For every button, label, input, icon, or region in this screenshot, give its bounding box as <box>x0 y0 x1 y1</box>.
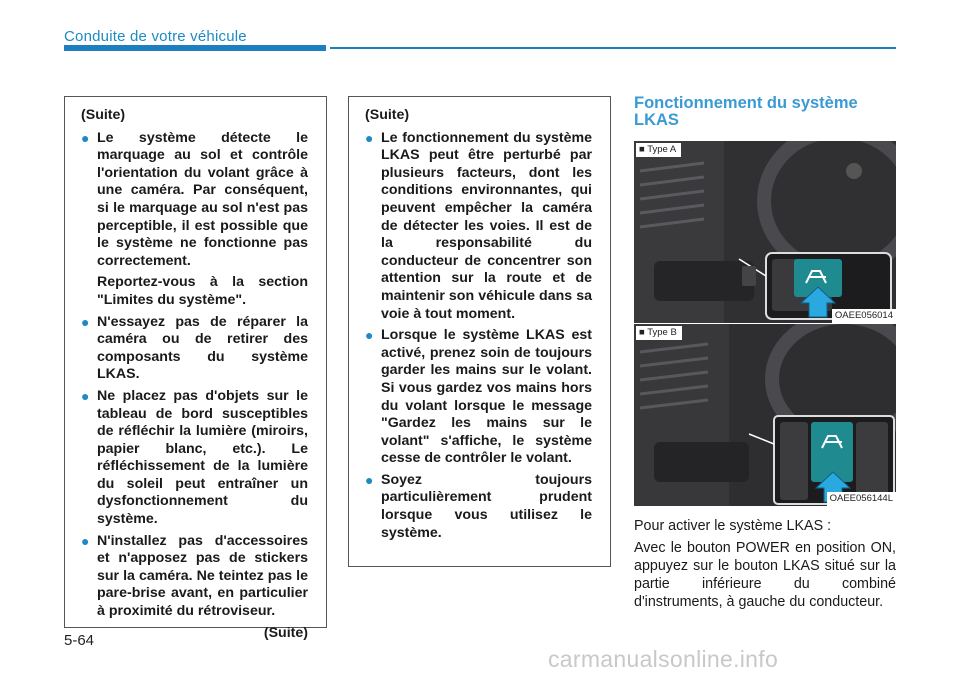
bullet-icon: ● <box>81 387 90 404</box>
list-item: ● Le système détecte le marquage au sol et contrôle l'orientation du volant grâce à une caméra. Par conséquent, si le marquage au sol n'est pas perceptible, il est possible que le système ne fonctionne pas correctement. Reportez-vous à la section "Limites du système". <box>81 129 308 308</box>
warning-list <box>81 130 308 621</box>
watermark: carmanualsonline.info <box>548 646 779 672</box>
bullet-icon: ● <box>81 532 90 549</box>
page-number: 5-64 <box>64 632 95 649</box>
figure-code: OAEE056014 <box>832 309 896 323</box>
list-item: ● Lorsque le système LKAS est activé, prenez soin de toujours garder les mains sur le volant. Si vous gardez vos mains hors du volant lorsque le message "Gardez les mains sur le volant" s'affiche, le système cesse de contrôler le volant. <box>365 327 592 467</box>
instruction-intro: Pour activer le système LKAS : <box>634 518 832 534</box>
figure-type-label: ■ Type A <box>636 143 681 157</box>
figure-code: OAEE056144L <box>827 492 896 506</box>
bullet-icon: ● <box>365 471 374 488</box>
continued-label: (Suite) <box>81 107 126 123</box>
bullet-icon: ● <box>81 129 90 146</box>
list-item: ● Soyez toujours particulièrement prudent lorsque vous utilisez le système. <box>365 471 592 541</box>
header-bar-thin <box>330 47 896 49</box>
figure-type-b <box>634 324 896 506</box>
section-title: Fonctionnement du système LKAS <box>634 94 858 129</box>
figure-type-label: ■ Type B <box>636 326 682 340</box>
header-bar-thick <box>64 45 326 51</box>
list-item: ● Le fonctionnement du système LKAS peut être perturbé par plusieurs facteurs, dont les conditions environnantes, qui peuvent empêcher la caméra de détecter les voies. Il est de la responsabilité du conducteur de concentrer son attention sur la route et de maintenir son véhicule dans sa voie à tout moment. <box>365 129 592 322</box>
chapter-title: Conduite de votre véhicule <box>64 28 247 45</box>
warning-box-middle <box>348 96 611 567</box>
warning-list <box>365 130 592 543</box>
sub-paragraph: Reportez-vous à la section "Limites du système". <box>97 274 308 308</box>
list-item: ● N'installez pas d'accessoires et n'apposez pas de stickers sur la caméra. Ne teintez pas le pare-brise avant, en particulier à proximité du rétroviseur. <box>81 532 308 620</box>
bullet-icon: ● <box>365 129 374 146</box>
bullet-icon: ● <box>365 327 374 344</box>
dashboard-photo-b <box>634 324 896 506</box>
dashboard-photo-a <box>634 141 896 323</box>
bullet-icon: ● <box>81 313 90 330</box>
list-item: ● Ne placez pas d'objets sur le tableau de bord susceptibles de réfléchir la lumière (miroirs, papier blanc, etc.). Le réfléchissement de la lumière du soleil peut entraîner un dysfonctionnement du système. <box>81 387 308 528</box>
list-item: ● N'essayez pas de réparer la caméra ou de retirer des composants du système LKAS. <box>81 313 308 383</box>
figure-type-a <box>634 141 896 323</box>
instruction-text: Avec le bouton POWER en position ON, appuyez sur le bouton LKAS situé sur la partie inférieure du combiné d'instruments, à gauche du conducteur. <box>634 540 896 610</box>
continued-label: (Suite) <box>365 107 410 123</box>
continued-tail: (Suite) <box>263 624 308 641</box>
